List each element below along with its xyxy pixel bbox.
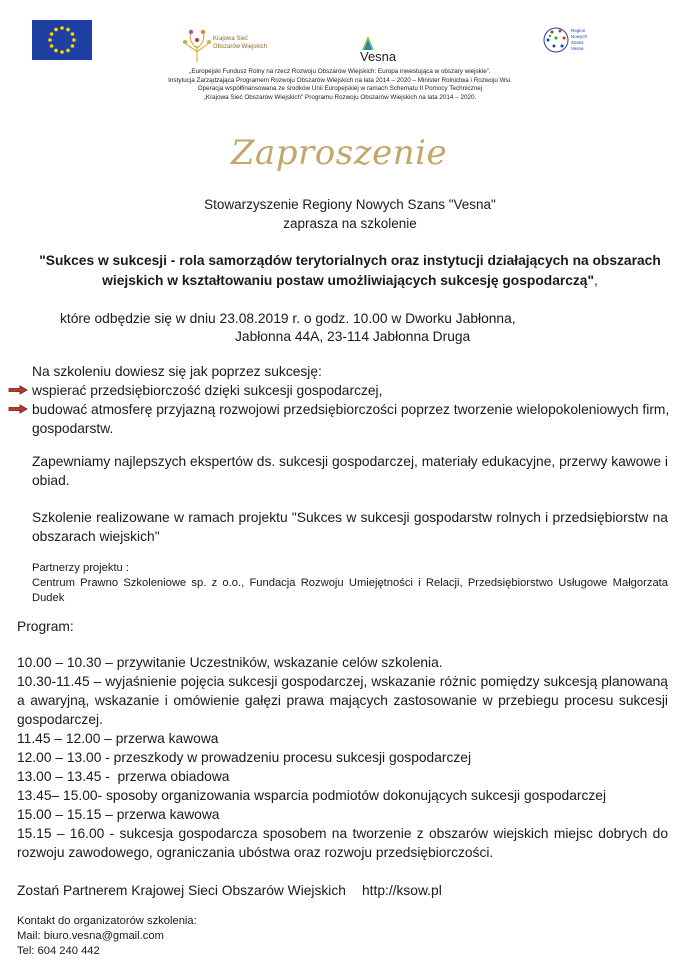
contact-label: Kontakt do organizatorów szkolenia: [17, 915, 197, 927]
region-logo-line1: Region [571, 28, 586, 33]
offer-paragraph: Zapewniamy najlepszych ekspertów ds. sukcesji gospodarczej, materiały edukacyjne, przerwy kawowe i obiad. [32, 454, 668, 488]
program-item: 12.00 – 13.00 - przeszkody w prowadzeniu procesu sukcesji gospodarczej [17, 750, 472, 765]
learn-bullet-2: budować atmosferę przyjazną rozwojowi przedsiębiorczości poprzez tworzenie wielopokoleniowych firm, [32, 402, 670, 417]
partners-list: Centrum Prawno Szkoleniowe sp. z o.o., Fundacja Rozwoju Umiejętności i Relacji, Przedsiębiorstwo Usługowe Małgorzata Dudek [32, 577, 668, 604]
program-item: 15.00 – 15.15 – przerwa kawowa [17, 807, 220, 822]
program-item: 13.45– 15.00- sposoby organizowania wsparcia podmiotów dokonujących sukcesji gospodarczej [17, 788, 607, 803]
region-logo-line3: Szans [571, 40, 584, 45]
program-item: 11.45 – 12.00 – przerwa kawowa [17, 731, 219, 746]
contact-phone: Tel: 604 240 442 [17, 945, 100, 957]
event-title-comma: , [594, 273, 598, 288]
invites-text: zaprasza na szkolenie [283, 216, 417, 231]
vesna-logo [358, 34, 420, 64]
program-item: 15.15 – 16.00 - sukcesja gospodarcza sposobem na tworzenie z obszarów wiejskich miejsc dobrych do rozwoju zawodowego, ograniczania ubóstwa oraz rozwoju przedsiębiorczości. [17, 826, 668, 860]
event-title-line2: wiejskich w kształtowaniu postaw umożliwiających sukcesję gospodarczą" [102, 273, 595, 288]
program-item: 13.00 – 13.45 - przerwa obiadowa [17, 769, 230, 784]
learn-intro: Na szkoleniu dowiesz się jak poprzez sukcesję: [32, 364, 322, 379]
ksow-logo [183, 26, 268, 66]
learn-bullet-2-cont: gospodarstw. [32, 421, 114, 436]
contact-mail[interactable]: Mail: biuro.vesna@gmail.com [17, 930, 164, 942]
logo-strip [0, 14, 678, 66]
ksow-logo-line2: Obszarów Wiejskich [213, 44, 268, 50]
event-date-line: które odbędzie się w dniu 23.08.2019 r. o godz. 10.00 w Dworku Jabłonna, [60, 311, 516, 326]
region-logo-line4: Vesna [571, 46, 584, 51]
eu-flag-icon [32, 20, 92, 60]
organizer: Stowarzyszenie Regiony Nowych Szans "Vesna" [204, 197, 496, 212]
funding-line: Instytucja Zarządzająca Programem Rozwoju Obszarów Wiejskich na lata 2014 – 2020 – Minister Rolnictwa i Rozwoju Wsi. [168, 76, 512, 84]
region-logo-line2: Nowych [571, 34, 588, 39]
partners-label: Partnerzy projektu : [32, 562, 130, 574]
funding-line: „Krajowa Sieć Obszarów Wiejskich" Programu Rozwoju Obszarów Wiejskich na lata 2014 – 2020. [203, 93, 477, 101]
program-item: 10.00 – 10.30 – przywitanie Uczestników, wskazanie celów szkolenia. [17, 655, 443, 670]
project-paragraph: Szkolenie realizowane w ramach projektu "Sukces w sukcesji gospodarstw rolnych i przedsiębiorstw na obszarach wiejskich" [32, 510, 668, 544]
ksow-link[interactable]: http://ksow.pl [362, 883, 442, 898]
event-title [30, 251, 670, 291]
program-item: 10.30-11.45 – wyjaśnienie pojęcia sukcesji gospodarczej, wskazanie różnic pomiędzy sukcesją planowaną a awaryjną, wskazanie i omówienie gałęzi prawa mających zastosowanie w przebiegu procesu sukcesji gospodarczej. [17, 674, 668, 727]
funding-info [60, 68, 620, 102]
vesna-logo-text: Vesna [360, 49, 397, 64]
funding-line: Operacja współfinansowana ze środków Unii Europejskiej w ramach Schematu II Pomocy Technicznej [197, 85, 483, 93]
program-label: Program: [17, 619, 74, 634]
event-title-line2-wrap [30, 271, 670, 291]
event-address-line: Jabłonna 44A, 23-114 Jabłonna Druga [235, 329, 471, 344]
red-arrow-icon [8, 385, 28, 395]
ksow-logo-line1: Krajowa Sieć [213, 36, 249, 42]
region-logo [542, 22, 597, 66]
ksow-partner-text: Zostań Partnerem Krajowej Sieci Obszarów Wiejskich [17, 883, 346, 898]
learn-bullet-1: wspierać przedsiębiorczość dzięki sukcesji gospodarczej, [32, 383, 383, 398]
event-title-line1: "Sukces w sukcesji - rola samorządów terytorialnych oraz instytucji działających na obszarach [39, 253, 661, 268]
red-arrow-icon [8, 404, 28, 414]
page-title: Zaproszenie [230, 133, 448, 173]
funding-line: „Europejski Fundusz Rolny na rzecz Rozwoju Obszarów Wiejskich: Europa inwestująca w obszary wiejskie". [189, 68, 491, 75]
